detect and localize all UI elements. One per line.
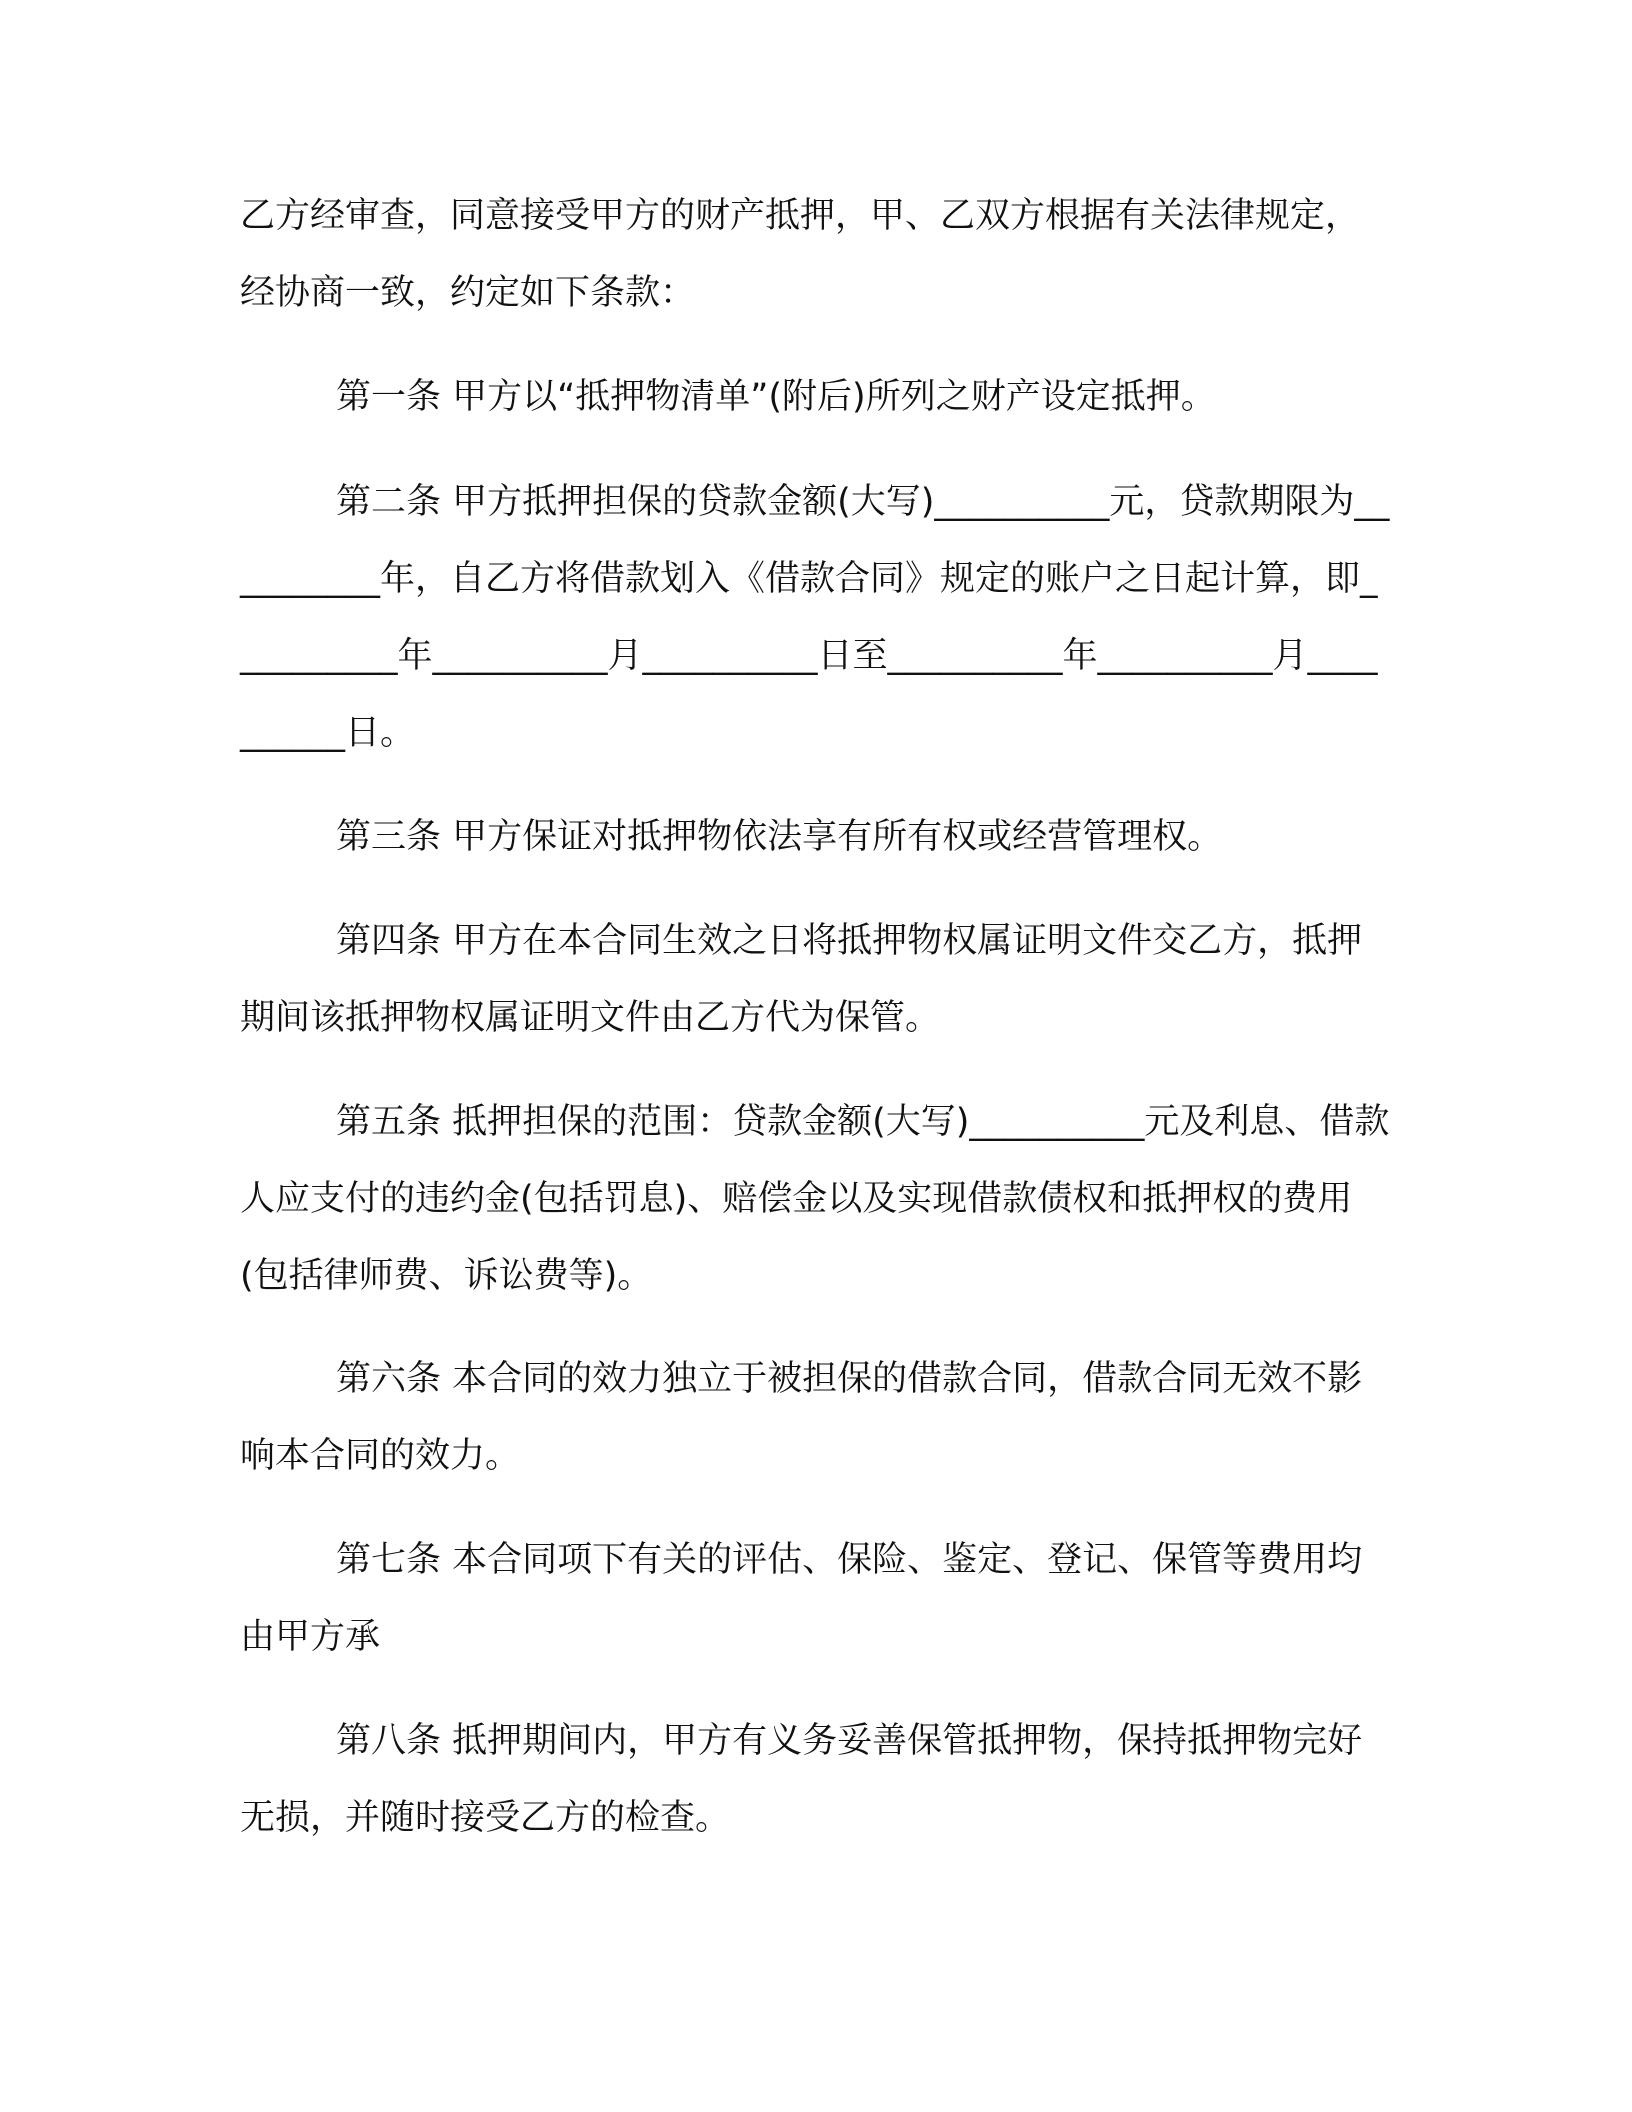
paragraph-preamble: 乙方经审查，同意接受甲方的财产抵押，甲、乙双方根据有关法律规定，经协商一致，约定如下条款： (240, 196, 1361, 313)
paragraph-article-7: 第七条 本合同项下有关的评估、保险、鉴定、登记、保管等费用均由甲方承 (240, 1540, 1363, 1657)
paragraph-article-6: 第六条 本合同的效力独立于被担保的借款合同，借款合同无效不影响本合同的效力。 (240, 1359, 1363, 1476)
paragraph-article-5: 第五条 抵押担保的范围：贷款金额(大写)__________元及利息、借款人应支付的违约金(包括罚息)、赔偿金以及实现借款债权和抵押权的费用(包括律师费、诉讼费等)。 (240, 1102, 1390, 1296)
paragraph-article-3: 第三条 甲方保证对抵押物依法享有所有权或经营管理权。 (336, 817, 1223, 857)
paragraph-article-8: 第八条 抵押期间内，甲方有义务妥善保管抵押物，保持抵押物完好无损，并随时接受乙方的检查。 (240, 1721, 1363, 1838)
paragraph-article-2: 第二条 甲方抵押担保的贷款金额(大写)__________元，贷款期限为__________年，自乙方将借款划入《借款合同》规定的账户之日起计算，即__________年__________月__________日至__________年__________月__________日。 (240, 482, 1390, 753)
paragraph-article-1: 第一条 甲方以“抵押物清单”(附后)所列之财产设定抵押。 (336, 377, 1216, 417)
paragraph-article-4: 第四条 甲方在本合同生效之日将抵押物权属证明文件交乙方，抵押期间该抵押物权属证明文件由乙方代为保管。 (240, 921, 1363, 1038)
